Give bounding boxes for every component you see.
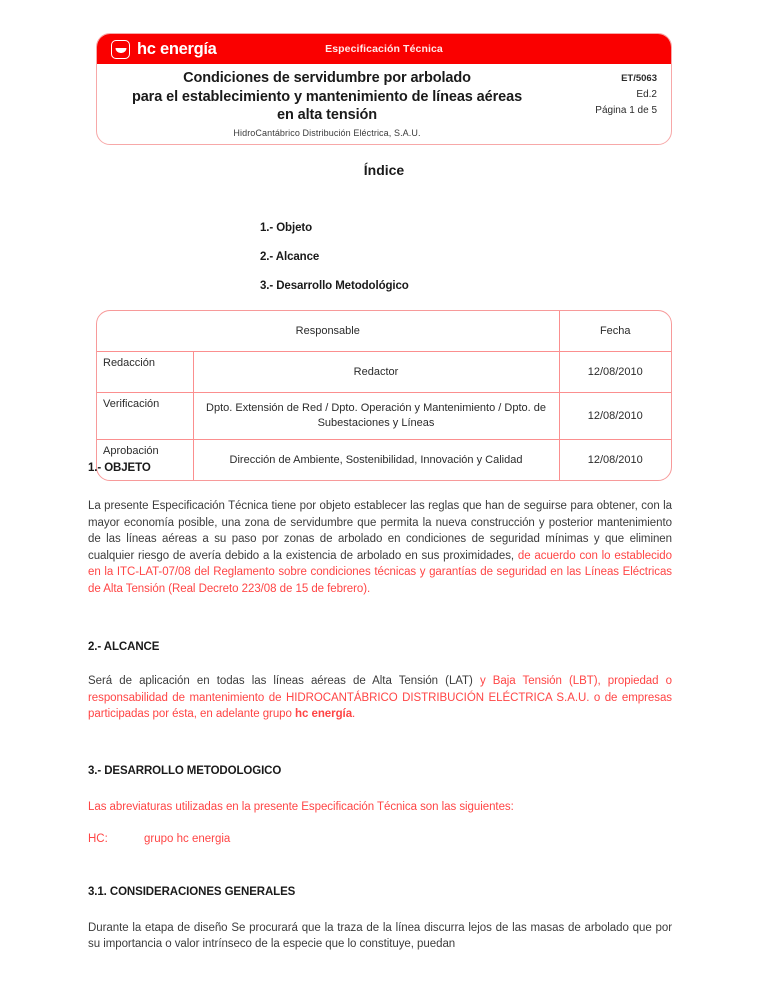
row-role: Aprobación [97, 440, 193, 481]
section-heading-objeto: 1.- OBJETO [88, 462, 151, 474]
index-item-objeto: 1.- Objeto [260, 222, 313, 234]
index-item-alcance: 2.- Alcance [260, 251, 320, 263]
section-heading-alcance: 2.- ALCANCE [88, 641, 160, 653]
objeto-text-black: La presente Especificación Técnica tiene por objeto establecer las reglas que han de seguirse para obtener, con la mayor economía posible, una zona de servidumbre que permita la nueva construcción y posterior mantenimiento de las líneas aéreas a su paso por zonas de arbolado en condiciones de seguridad mínimas y que eliminen cualquier riesgo de avería debido a la existencia de arbolado en sus proximidades, [88, 500, 672, 562]
company-name: HidroCantábrico Distribución Eléctrica, S.A.U. [233, 127, 421, 138]
header-title-block [97, 69, 539, 138]
page-number: Página 1 de 5 [595, 105, 657, 116]
index-item-desarrollo: 3.- Desarrollo Metodológico [260, 280, 409, 292]
alcance-text-brand: hc energía [295, 708, 353, 720]
row-detail: Dirección de Ambiente, Sostenibilidad, Innovación y Calidad [193, 440, 559, 481]
document-title-line-3: en alta tensión [276, 107, 378, 123]
hc-smile-logo-icon [111, 40, 130, 59]
row-date: 12/08/2010 [559, 352, 671, 393]
abbreviation-key: HC: [88, 833, 108, 845]
abbreviation-row [88, 831, 672, 848]
column-header-responsable: Responsable [97, 311, 559, 352]
document-body [88, 462, 672, 953]
document-code: ET/5063 [621, 73, 657, 84]
index-list [260, 222, 409, 309]
section-heading-desarrollo: 3.- DESARROLLO METODOLOGICO [88, 764, 282, 777]
alcance-text-red-1: y Baja Tensión (LBT), propiedad o responsabilidad de mantenimiento de HIDROCANTÁBRICO DISTRIBUCIÓN ELÉCTRICA S.A.U. o de empresas participadas por ésta, en adelante grupo [88, 675, 672, 720]
responsible-table [96, 310, 672, 481]
document-edition: Ed.2 [636, 89, 657, 100]
table-row [97, 352, 671, 393]
section-heading-consideraciones: 3.1. CONSIDERACIONES GENERALES [88, 885, 296, 898]
abbreviation-value: grupo hc energia [144, 833, 231, 845]
row-role: Redacción [97, 352, 193, 393]
row-detail: Dpto. Extensión de Red / Dpto. Operación y Mantenimiento / Dpto. de Subestaciones y Líneas [193, 393, 559, 440]
row-date: 12/08/2010 [559, 393, 671, 440]
section-body-consideraciones: Durante la etapa de diseño Se procurará que la traza de la línea discurra lejos de las masas de arbolado que por su importancia o valor intrínseco de la especie que lo constituye, puedan [88, 921, 672, 950]
section-body-objeto [88, 498, 672, 597]
index-title: Índice [363, 162, 405, 178]
row-date: 12/08/2010 [559, 440, 671, 481]
brand-name: hc energía [137, 39, 217, 58]
document-title-line-2: para el establecimiento y mantenimiento de líneas aéreas [131, 88, 523, 105]
table-header-row [97, 311, 671, 352]
brand-logo [111, 40, 217, 59]
objeto-text-red: de acuerdo con lo establecido en la ITC-LAT-07/08 del Reglamento sobre condiciones técnicas y garantías de seguridad en las Líneas Eléctricas de Alta Tensión (Real Decreto 223/08 de 15 de febrero). [88, 549, 672, 595]
table-row [97, 393, 671, 440]
document-title-line-1: Condiciones de servidumbre por arbolado [183, 70, 471, 86]
column-header-fecha: Fecha [559, 311, 671, 352]
header-meta-block [539, 69, 671, 119]
header-subtitle: Especificación Técnica [325, 43, 443, 55]
header-body [97, 64, 671, 144]
document-header [96, 33, 672, 145]
header-brand-bar [97, 34, 671, 64]
row-detail: Redactor [193, 352, 559, 393]
section-body-desarrollo-intro: Las abreviaturas utilizadas en la presente Especificación Técnica son las siguientes: [88, 800, 514, 813]
alcance-text-black: Será de aplicación en todas las líneas aéreas de Alta Tensión (LAT) [88, 675, 473, 687]
row-role: Verificación [97, 393, 193, 440]
alcance-text-red-2: . [352, 708, 356, 720]
section-body-alcance [88, 673, 672, 723]
